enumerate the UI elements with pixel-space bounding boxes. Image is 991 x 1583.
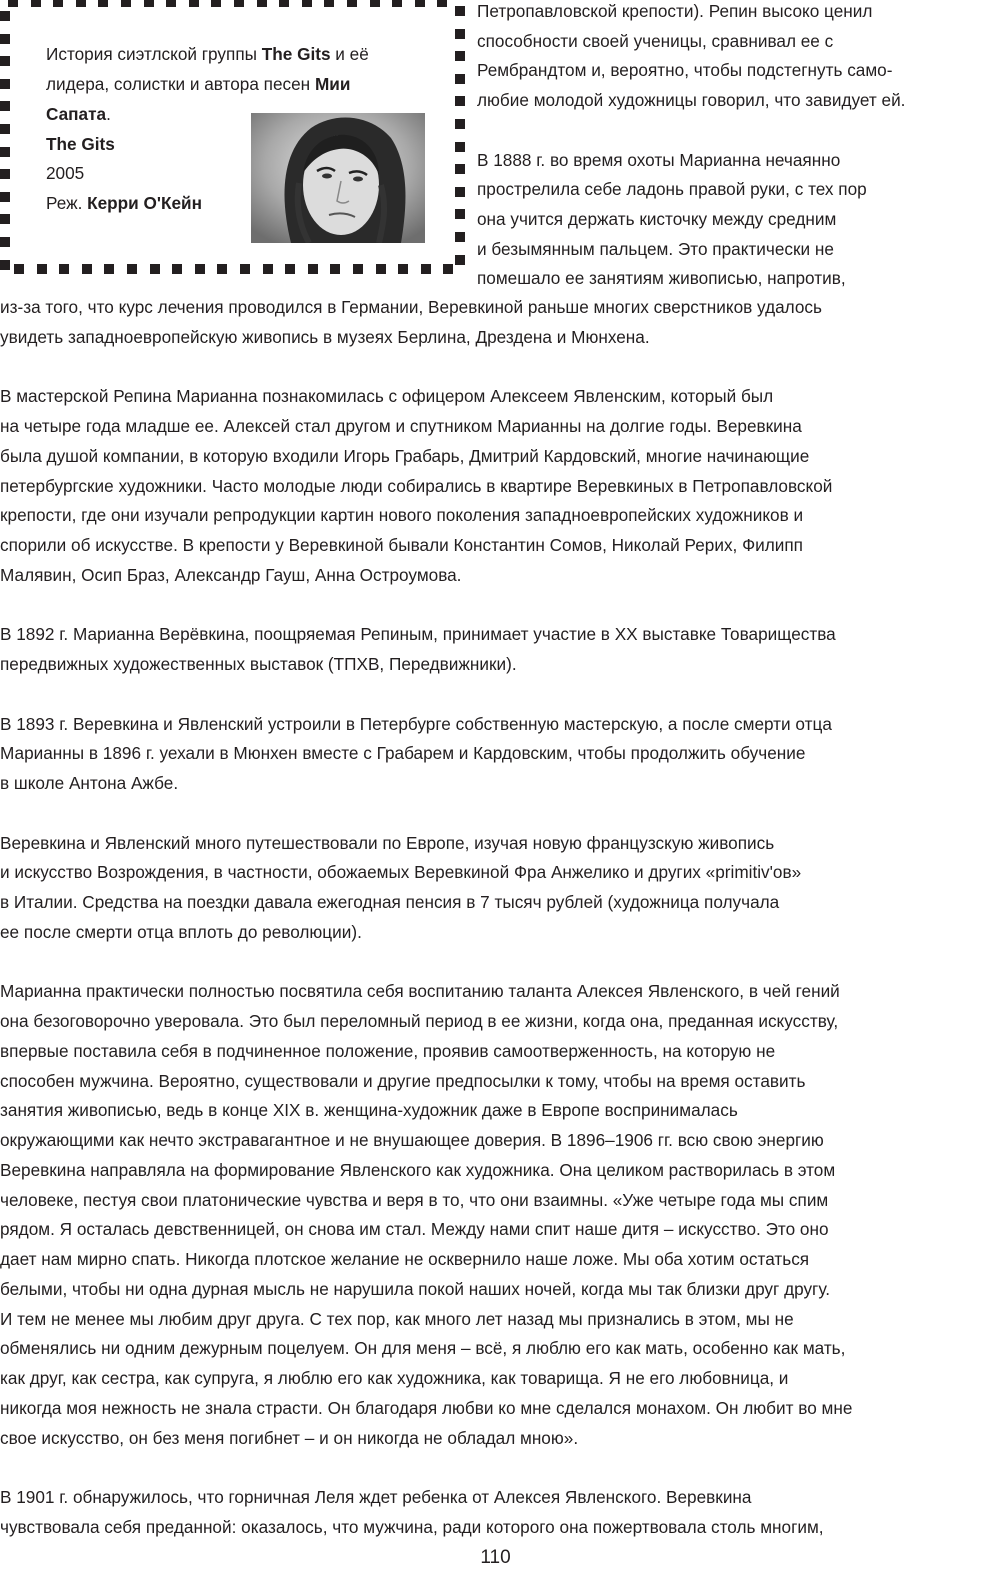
border-square (455, 29, 465, 39)
text-line: и искусство Возрождения, в частности, обожаемых Веревкиной Фра Анжелико и других «primitiv'ов» (0, 862, 802, 883)
director-label: Реж. (46, 193, 88, 213)
border-square (455, 74, 465, 84)
border-square (240, 264, 250, 274)
border-square (195, 264, 205, 274)
text-line: Веревкина направляла на формирование Явленского как художника. Она целиком растворилась в этом (0, 1159, 836, 1180)
text-line: прострелила себе ладонь правой руки, с тех пор (477, 179, 867, 200)
border-square (455, 232, 465, 242)
border-square (0, 192, 10, 202)
border-square (415, 0, 425, 7)
sidebar-description-line-3 (46, 104, 111, 124)
border-square (0, 214, 10, 224)
text-line: и безымянным пальцем. Это практически не (477, 238, 834, 259)
singer-first-name: Мии (314, 74, 351, 94)
border-square (443, 264, 453, 274)
text-line: Марианна практически полностью посвятила себя воспитанию таланта Алексея Явленского, в чей гений (0, 981, 840, 1002)
text-line: в Италии. Средства на поездки давала ежегодная пенсия в 7 тысяч рублей (художница получала (0, 892, 780, 912)
text-line: крепости, где они изучали репродукции картин нового поколения западноевропейских художников и (0, 505, 804, 526)
border-square (31, 0, 41, 7)
border-square (0, 260, 10, 270)
text-line: Петропавловской крепости). Репин высоко ценил (477, 1, 873, 21)
film-director (46, 193, 202, 213)
text-line: ее после смерти отца вплоть до революции). (0, 921, 362, 942)
border-square (455, 51, 465, 61)
border-square (0, 79, 10, 89)
text-line: любие молодой художницы говорил, что завидует ей. (477, 90, 906, 111)
border-square (263, 264, 273, 274)
border-square (330, 264, 340, 274)
border-square (217, 264, 227, 274)
director-name: Керри О'Кейн (87, 193, 202, 213)
border-square (392, 0, 402, 7)
portrait-image (251, 113, 425, 243)
text-line: Марианны в 1896 г. уехали в Мюнхен вместе с Грабарем и Кардовским, чтобы продолжить обучение (0, 743, 806, 764)
border-square (14, 264, 24, 274)
text-line: способен мужчина. Вероятно, существовали и другие предпосылки к тому, чтобы на время оставить (0, 1070, 806, 1091)
text-line: человеке, пестуя свои платонические чувства и веря в то, что они взаимны. «Уже четыре года мы спим (0, 1189, 829, 1210)
film-year: 2005 (46, 163, 85, 183)
border-square (285, 264, 295, 274)
border-square (0, 147, 10, 157)
text-line: впервые поставила себя в подчиненное положение, проявив самоотверженность, на которую не (0, 1040, 776, 1061)
text-line: свое искусство, он без меня погибнет – и он никогда не обладал мною». (0, 1427, 579, 1448)
border-square (455, 6, 465, 16)
border-square (121, 0, 131, 7)
border-square (398, 264, 408, 274)
border-square (455, 96, 465, 106)
border-square (104, 264, 114, 274)
border-square (150, 264, 160, 274)
border-square (189, 0, 199, 7)
text-line: белыми, чтобы ни одна дурная мысль не нарушила покой наших ночей, когда мы так близки друг другу. (0, 1278, 830, 1299)
text-line: В 1892 г. Марианна Верёвкина, поощряемая Репиным, принимает участие в XX выставке Товарищества (0, 624, 836, 645)
border-square (324, 0, 334, 7)
text-line: передвижных художественных выставок (ТПХВ, Передвижники). (0, 654, 517, 674)
page-number: 110 (480, 1547, 511, 1568)
border-square (0, 237, 10, 247)
border-square (353, 264, 363, 274)
text-line: В 1888 г. во время охоты Марианна нечаянно (477, 149, 841, 170)
border-square (166, 0, 176, 7)
border-square (53, 0, 63, 7)
text-line: Малявин, Осип Браз, Александр Гауш, Анна Остроумова. (0, 564, 462, 585)
text-line: дает нам мирно спать. Никогда плотское желание не осквернило наше ложе. Мы оба хотим остаться (0, 1249, 810, 1269)
text-line: окружающими как нечто экстравагантное и не внушающее доверия. В 1896–1906 гг. всю свою энергию (0, 1130, 824, 1150)
border-square (76, 0, 86, 7)
border-square (211, 0, 221, 7)
text-line: Рембрандтом и, вероятно, чтобы подстегнуть само- (477, 60, 893, 81)
border-square (0, 11, 10, 21)
text-line: никогда моя нежность не знала страсти. Он благодаря любви ко мне сделался монахом. Он любит во мне (0, 1397, 853, 1418)
description-text: История сиэтлской группы (46, 44, 262, 64)
sidebar-description-line-1 (46, 44, 369, 64)
text-line: В мастерской Репина Марианна познакомилась с офицером Алексеем Явленским, который был (0, 386, 774, 407)
text-line: петербургские художники. Часто молодые люди собирались в квартире Веревкиных в Петропавловской (0, 475, 833, 496)
text-line: помешало ее занятиям живописью, напротив, (477, 268, 846, 289)
border-square (455, 255, 465, 265)
text-line: на четыре года младше ее. Алексей стал другом и спутником Марианны на долгие годы. Веревкина (0, 416, 802, 436)
border-square (370, 0, 380, 7)
text-line: способности своей ученицы, сравнивал ее с (477, 30, 834, 51)
border-square (0, 34, 10, 44)
film-title: The Gits (46, 134, 115, 154)
border-square (98, 0, 108, 7)
border-square (455, 142, 465, 152)
text-line: обменялись ни одним дежурным поцелуем. Он для меня – всё, я люблю его как мать, особенно как мать, (0, 1338, 846, 1359)
text-line: из-за того, что курс лечения проводился в Германии, Веревкиной раньше многих сверстников удалось (0, 297, 822, 317)
border-square (302, 0, 312, 7)
text-line: была душой компании, в которую входили Игорь Грабарь, Дмитрий Кардовский, многие начинающие (0, 445, 810, 466)
border-square (234, 0, 244, 7)
border-square (455, 164, 465, 174)
text-line: В 1901 г. обнаружилось, что горничная Леля ждет ребенка от Алексея Явленского. Веревкина (0, 1487, 752, 1507)
description-text: лидера, солистки и автора песен (46, 74, 315, 94)
text-line: И тем не менее мы любим друг друга. С тех пор, как много лет назад мы признались в этом, мы не (0, 1308, 794, 1329)
border-square (172, 264, 182, 274)
text-line: увидеть западноевропейскую живопись в музеях Берлина, Дрездена и Мюнхена. (0, 326, 650, 347)
border-square (455, 187, 465, 197)
border-square (308, 264, 318, 274)
border-square (127, 264, 137, 274)
portrait-photo (251, 113, 425, 243)
border-square (0, 124, 10, 134)
description-text: и её (330, 44, 369, 64)
text-line: как друг, как сестра, как супруга, я люблю его как художника, как товарища. Я не его любовница, и (0, 1368, 789, 1388)
border-square (455, 209, 465, 219)
border-square (376, 264, 386, 274)
text-line: в школе Антона Ажбе. (0, 773, 179, 793)
border-square (279, 0, 289, 7)
border-square (257, 0, 267, 7)
border-square (37, 264, 47, 274)
border-square (0, 169, 10, 179)
text-line: она безоговорочно уверовала. Это был переломный период в ее жизни, когда она, преданная искусству, (0, 1011, 839, 1031)
text-line: рядом. Я осталась девственницей, он снова им стал. Между нами спит наше дитя – искусство. Это оно (0, 1219, 829, 1240)
description-text: . (106, 104, 111, 124)
border-square (455, 119, 465, 129)
border-square (59, 264, 69, 274)
border-square (0, 101, 10, 111)
singer-last-name: Сапата (46, 104, 107, 124)
border-square (347, 0, 357, 7)
border-square (0, 56, 10, 66)
film-sidebar-box (0, 0, 466, 276)
border-square (82, 264, 92, 274)
band-name: The Gits (261, 44, 331, 64)
text-line: спорили об искусстве. В крепости у Веревкиной бывали Константин Сомов, Николай Рерих, Филипп (0, 535, 803, 555)
border-square (144, 0, 154, 7)
border-square (421, 264, 431, 274)
sidebar-description-line-2 (46, 74, 350, 94)
border-square (8, 0, 18, 7)
border-square (437, 0, 447, 7)
text-line: она учится держать кисточку между средним (477, 208, 837, 229)
text-line: В 1893 г. Веревкина и Явленский устроили в Петербурге собственную мастерскую, а после смерти отца (0, 713, 832, 734)
text-line: занятия живописью, ведь в конце XIX в. женщина-художник даже в Европе воспринималась (0, 1100, 738, 1121)
text-line: Веревкина и Явленский много путешествовали по Европе, изучая новую французскую живопись (0, 832, 775, 853)
text-line: чувствовала себя преданной: оказалось, что мужчина, ради которого она пожертвовала столь многим, (0, 1516, 824, 1537)
